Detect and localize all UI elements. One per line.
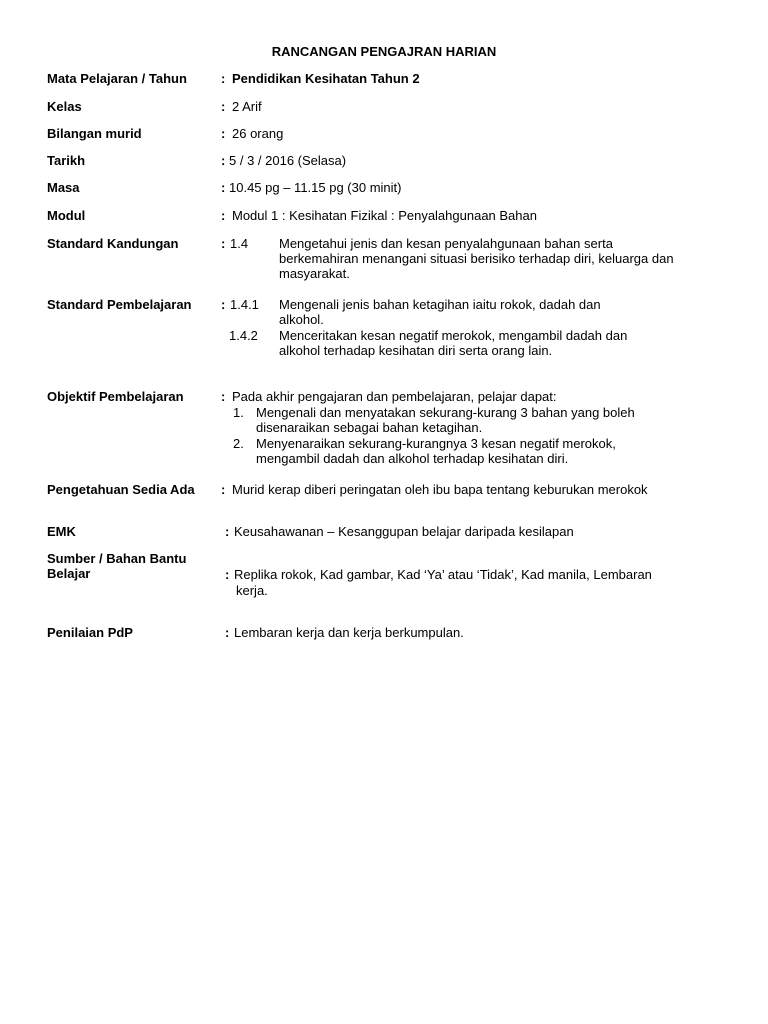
time-colon: : xyxy=(221,180,226,195)
students-value: 26 orang xyxy=(232,126,284,141)
time-label: Masa xyxy=(47,180,80,195)
subject-label: Mata Pelajaran / Tahun xyxy=(47,71,187,86)
objective-line: Mengenali dan menyatakan sekurang-kurang 3 bahan yang boleh xyxy=(256,405,635,420)
content-standard-label: Standard Kandungan xyxy=(47,236,179,251)
learning-standard-label: Standard Pembelajaran xyxy=(47,297,192,312)
class-value: 2 Arif xyxy=(232,99,262,114)
students-colon: : xyxy=(221,126,226,141)
date-colon: : xyxy=(221,153,226,168)
objective-intro: Pada akhir pengajaran dan pembelajaran, pelajar dapat: xyxy=(232,389,557,404)
time-value: 10.45 pg – 11.15 pg (30 minit) xyxy=(229,180,402,195)
class-label: Kelas xyxy=(47,99,82,114)
assessment-colon: : xyxy=(225,625,230,640)
prior-knowledge-colon: : xyxy=(221,482,226,497)
assessment-value: Lembaran kerja dan kerja berkumpulan. xyxy=(234,625,464,640)
objective-line: disenaraikan sebagai bahan ketagihan. xyxy=(256,420,483,435)
learning-standard-code: 1.4.2 xyxy=(229,328,258,343)
objective-label: Objektif Pembelajaran xyxy=(47,389,184,404)
emk-colon: : xyxy=(225,524,230,539)
students-label: Bilangan murid xyxy=(47,126,142,141)
date-label: Tarikh xyxy=(47,153,86,168)
assessment-label: Penilaian PdP xyxy=(47,625,133,640)
module-label: Modul xyxy=(47,208,86,223)
objective-line: Menyenaraikan sekurang-kurangnya 3 kesan negatif merokok, xyxy=(256,436,616,451)
learning-standard-line: alkohol. xyxy=(279,312,324,327)
learning-standard-colon: : xyxy=(221,297,226,312)
date-value: 5 / 3 / 2016 (Selasa) xyxy=(229,153,347,168)
objective-number: 2. xyxy=(233,436,244,451)
content-standard-code: 1.4 xyxy=(230,236,249,251)
content-standard-colon: : xyxy=(221,236,226,251)
objective-number: 1. xyxy=(233,405,244,420)
module-value: Modul 1 : Kesihatan Fizikal : Penyalahgunaan Bahan xyxy=(232,208,537,223)
document-title: RANCANGAN PENGAJRAN HARIAN xyxy=(271,44,497,59)
subject-value: Pendidikan Kesihatan Tahun 2 xyxy=(232,71,420,86)
content-standard-line: masyarakat. xyxy=(279,266,350,281)
resources-colon: : xyxy=(225,567,230,582)
resources-line: Replika rokok, Kad gambar, Kad ‘Ya’ atau ‘Tidak’, Kad manila, Lembaran xyxy=(234,567,652,582)
emk-label: EMK xyxy=(47,524,76,539)
objective-line: mengambil dadah dan alkohol terhadap kesihatan diri. xyxy=(256,451,569,466)
subject-colon: : xyxy=(221,71,226,86)
resources-label: Sumber / Bahan Bantu xyxy=(47,551,187,566)
prior-knowledge-value: Murid kerap diberi peringatan oleh ibu bapa tentang keburukan merokok xyxy=(232,482,648,497)
objective-colon: : xyxy=(221,389,226,404)
learning-standard-line: alkohol terhadap kesihatan diri serta orang lain. xyxy=(279,343,553,358)
resources-label-continued: Belajar xyxy=(47,566,91,581)
resources-line: kerja. xyxy=(236,583,268,598)
learning-standard-code: 1.4.1 xyxy=(230,297,259,312)
content-standard-line: berkemahiran menangani situasi berisiko terhadap diri, keluarga dan xyxy=(279,251,674,266)
learning-standard-line: Menceritakan kesan negatif merokok, mengambil dadah dan xyxy=(279,328,628,343)
prior-knowledge-label: Pengetahuan Sedia Ada xyxy=(47,482,195,497)
learning-standard-line: Mengenali jenis bahan ketagihan iaitu rokok, dadah dan xyxy=(279,297,601,312)
module-colon: : xyxy=(221,208,226,223)
content-standard-line: Mengetahui jenis dan kesan penyalahgunaan bahan serta xyxy=(279,236,613,251)
class-colon: : xyxy=(221,99,226,114)
emk-value: Keusahawanan – Kesanggupan belajar daripada kesilapan xyxy=(234,524,574,539)
